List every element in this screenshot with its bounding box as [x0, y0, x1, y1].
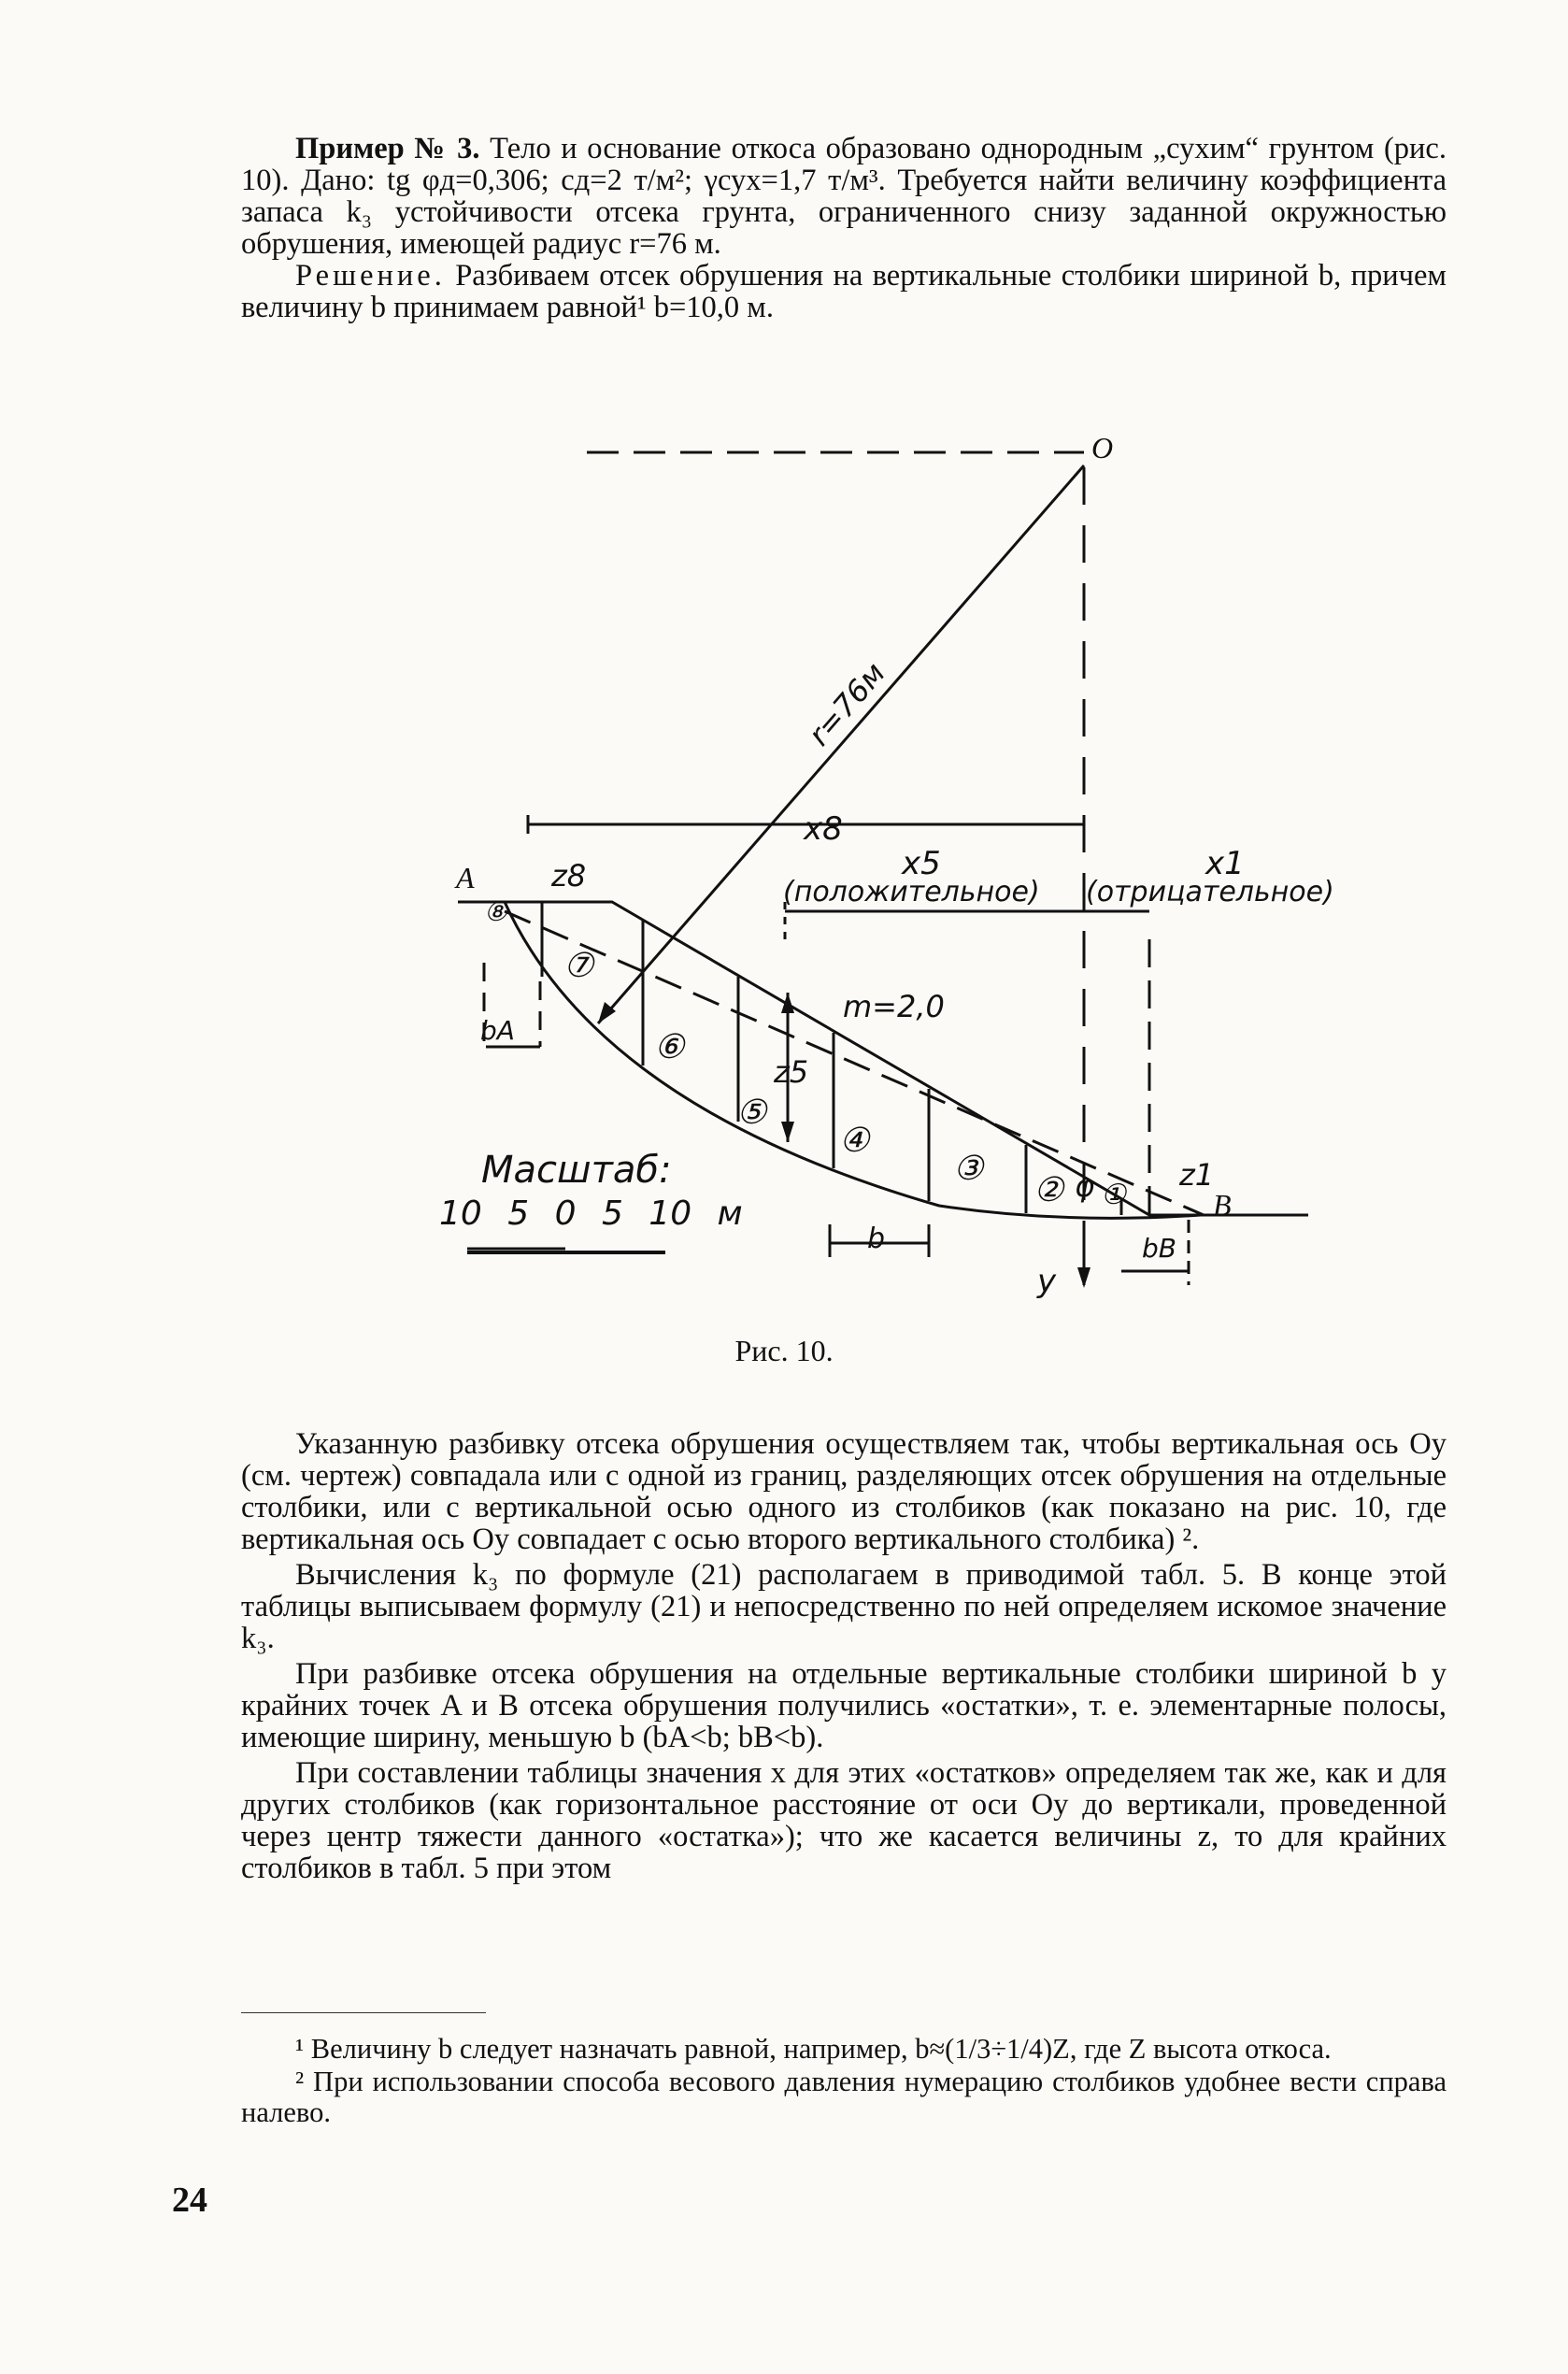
column-number-1: ① [1101, 1180, 1126, 1210]
label-O: O [1091, 431, 1114, 465]
column-number-3: ③ [953, 1150, 984, 1187]
label-z1: z1 [1179, 1157, 1215, 1193]
column-number-4: ④ [839, 1122, 870, 1159]
radius-line [598, 465, 1084, 1023]
label-x1-note: (отрицательное) [1086, 876, 1334, 908]
label-x8: x8 [804, 810, 843, 848]
solution-body: Разбиваем отсек обрушения на вертикальные столбики шириной b, причем величину b принимаем равной¹ b=10,0 м. [241, 259, 1447, 324]
example-body: Тело и основание откоса образовано однородным „сухим“ грунтом (рис. 10). Дано: tg φд=0,306; cд=2 т/м²; γсух=1,7 т/м³. Требуется найти величину коэффициента запаса k₃ устойчивости отсека грунта, ограниченного снизу заданной окружностью обрушения, имеющей радиус r=76 м. [241, 132, 1447, 261]
label-radius: r=76м [801, 655, 892, 753]
label-B: B [1213, 1188, 1232, 1222]
label-b: b [867, 1223, 886, 1255]
label-phi: φ [1075, 1168, 1095, 1204]
paragraph-3: Указанную разбивку отсека обрушения осуществляем так, чтобы вертикальная ось Oy (см. чертеж) совпадала или с одной из границ, разделяющих отсек обрушения на отдельные столбики, или с вертикальной осью одного из столбиков (как показано на рис. 10, где вертикальная ось Oy совпадает с осью второго вертикального столбика) ². [241, 1427, 1447, 1556]
label-x5: x5 [902, 845, 941, 882]
paragraph-6: При составлении таблицы значения x для этих «остатков» определяем так же, как и для других столбиков (как горизонтальное расстояние от оси Oy до вертикали, проведенной через центр тяжести данного «остатка»); что же касается величины z, то для крайних столбиков в табл. 5 при этом [241, 1756, 1447, 1885]
solution-label: Решение. [295, 259, 446, 293]
paragraph-5: При разбивке отсека обрушения на отдельные вертикальные столбики шириной b у крайних точек A и B отсека обрушения получились «остатки», т. е. элементарные полосы, имеющие ширину, меньшую b (bA<b; bB<b). [241, 1657, 1447, 1754]
label-bB: bB [1142, 1233, 1176, 1264]
label-z5: z5 [774, 1054, 809, 1090]
column-number-7: ⑦ [563, 947, 594, 984]
footnote-rule [241, 2012, 486, 2013]
figure-caption: Рис. 10. [734, 1334, 834, 1367]
label-z8: z8 [551, 858, 587, 894]
scale-title: Масштаб: [481, 1149, 672, 1192]
column-number-2: ② [1033, 1171, 1064, 1208]
column-number-5: ⑤ [736, 1094, 767, 1131]
label-x5-note: (положительное) [783, 876, 1040, 908]
footnote-1: ¹ Величину b следует назначать равной, например, b≈(1/3÷1/4)Z, где Z высота откоса. [295, 2033, 1332, 2065]
label-m: m=2,0 [843, 989, 945, 1024]
footnotes [241, 2034, 1447, 2128]
column-number-6: ⑥ [654, 1028, 685, 1065]
paragraph-4: Вычисления k₃ по формуле (21) располагаем в приводимой табл. 5. В конце этой таблицы выписываем формулу (21) и непосредственно по ней определяем искомое значение k₃. [241, 1558, 1447, 1655]
label-A: A [456, 861, 475, 894]
label-y: y [1037, 1263, 1057, 1300]
footnote-2: ² При использовании способа весового давления нумерацию столбиков удобнее вести справа налево. [241, 2066, 1447, 2128]
label-x1: x1 [1205, 845, 1245, 882]
page-number: 24 [172, 2181, 207, 2220]
column-number-8: ⑧ [484, 898, 508, 927]
example-title: Пример № 3. [295, 132, 480, 165]
scale-ticks: 10 5 0 5 10 м [439, 1194, 743, 1233]
text-block-body [241, 1428, 1447, 1884]
label-bA: bA [480, 1015, 515, 1046]
